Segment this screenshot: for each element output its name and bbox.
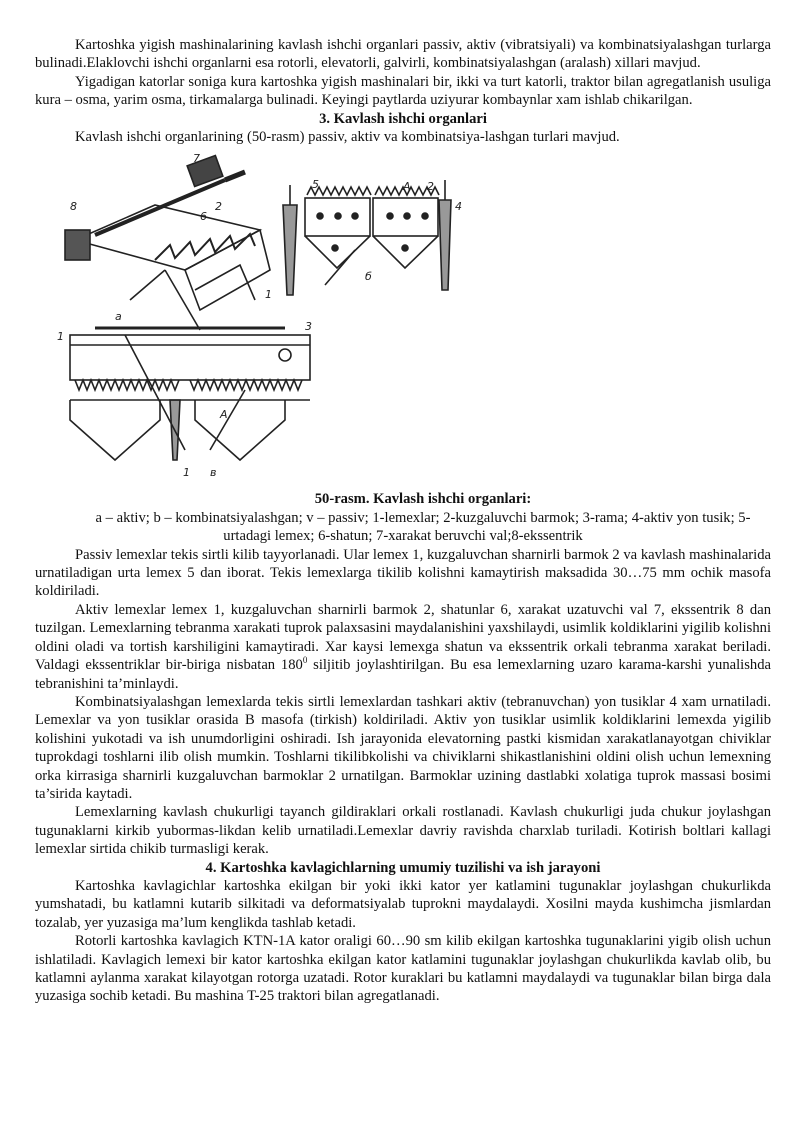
figure-label: A	[220, 408, 228, 422]
paragraph	[35, 601, 771, 693]
paragraph: Kartoshka kavlagichlar kartoshka ekilgan bir yoki ikki kator yer katlamini tugunaklar joylashgan chukurlikda yumshatadi, bu katlamni kutarib silkitadi va deformatsiyalab tuprokni maydalaydi. Xosilni mayda kushimcha jismlardan tozalab, yer yuzasiga ma’lum kenglikda tashlab ketadi.	[35, 877, 771, 931]
paragraph: Kartoshka yigish mashinalarining kavlash ishchi organlari passiv, aktiv (vibratsiyali) va kombinatsiyalashgan turlarga bulinadi.Elaklovchi ishchi organlarni esa rotorli, elevatorli, galvirli, kombinatsiyalashgan (aralash) xillari mavjud.	[35, 37, 771, 72]
figure-label: б	[365, 270, 372, 284]
paragraph: Kavlash ishchi organlarining (50-rasm) passiv, aktiv va kombinatsiya-lashgan turlari mavjud.	[75, 129, 620, 146]
figure-label: A	[403, 180, 411, 194]
paragraph-text: Aktiv lemexlar lemex 1, kuzgaluvchan sharnirli barmok 2, shatunlar 6, xarakat uzatuvchi val 7, ekssentrik 8 dan tuzilgan. Lemexlarning tebranma xarakati tuprok palaxsasini maydalanishini yaxshilaydi, usimlik koldiklarini yigilib kolishni oldini oladi va tortish karshiligini kamaytiradi. Xar kaysi lemexga shatun va ekssentrik orkali tebranma xarakat beriladi. Valdagi ekssentriklar bir-biriga nisbatan 180	[35, 601, 771, 674]
figure-digging-organs	[35, 150, 771, 488]
paragraph: Rotorli kartoshka kavlagich KTN-1A kator oraligi 60…90 sm kilib ekilgan kartoshka tugunaklarini yigib olish uchun ishlatiladi. Kavlagich lemexi bir kator kartoshka ekilgan kator katlamini tugunaklar joylashgan chukurlikda kavlab olib, bu katlamni aylanma xarakat kilayotgan rotorga uzatadi. Rotor kuraklari bu katlamni maydalaydi va tugunaklar bilan birga dala yuzasiga sochib ketadi. Bu mashina T-25 traktori bilan agregatlanadi.	[35, 933, 771, 1005]
paragraph: Lemexlarning kavlash chukurligi tayanch gildiraklari orkali rostlanadi. Kavlash chukurligi juda chukur joylashgan tugunaklarni kirkib yubormas-likdan kelib urnatiladi.Lemexlar davriy ravishda charxlab turiladi. Kotirish boltlari kallagi lemexlar sirtida chikib turmasligi kerak.	[35, 804, 771, 858]
paragraph-text: siljitib joylashtirilgan. Bu esa lemexlarning uzaro karama-karshi yunalishda tebranishini ta’minlaydi.	[35, 657, 771, 692]
figure-label: 7	[193, 152, 200, 166]
figure-label: 5	[312, 178, 319, 192]
figure-label: 8	[70, 200, 77, 214]
paragraph: Yigadigan katorlar soniga kura kartoshka yigish mashinalari bir, ikki va turt katorli, traktor bilan agregatlanish usuliga kura – osma, yarim osma, tirkamalarga bulinadi. Keyingi paytlarda uziyurar kombaynlar xam ishlab chikarilgan.	[35, 73, 771, 109]
figure-label: в	[210, 466, 217, 480]
figure-caption-text: a – aktiv; b – kombinatsiyalashgan; v – passiv; 1-lemexlar; 2-kuzgaluvchi barmok; 3-rama; 4-aktiv yon tusik; 5-urtadagi lemex; 6-shatun; 7-xarakat beruvchi val;8-ekssentrik	[95, 509, 751, 545]
section-heading: 4. Kartoshka kavlagichlarning umumiy tuzilishi va ish jarayoni	[205, 859, 601, 876]
figure-label: a	[115, 310, 122, 324]
document-page	[35, 36, 771, 1006]
figure-label: 1	[57, 330, 64, 344]
figure-label: 6	[200, 210, 207, 224]
paragraph: Kombinatsiyalashgan lemexlarda tekis sirtli lemexlardan tashkari aktiv (tebranuvchan) yon tusiklar 4 xam urnatiladi. Lemexlar va yon tusiklar orasida B masofa (tirkish) koldiriladi. Aktiv yon tusiklar usimlik koldiklarini lemexda yigilib kolishini yukotadi va ish unumdorligini oshiradi. Ish jarayonida elevatorning pastki kismidan xarakatlanayotgan chiviklar tuprokdagi toshlarni ilib olish mumkin. Toshlarni tikilibkolishi va chiviklarni shikastlanishini oldini olish uchun lemexning orka kirrasiga sharnirli kuzgaluvchan barmoklar 2 urnatilgan. Barmoklar uzining dastlabki xolatiga tuprok massasi bosimi ta’sirida kaytadi.	[35, 693, 771, 802]
figure-label: 1	[265, 288, 272, 302]
figure-label: 2	[215, 200, 222, 214]
figure-label: 1	[183, 466, 190, 480]
superscript: 0	[302, 655, 308, 666]
figure-label: 2	[427, 180, 434, 194]
technical-drawing	[35, 150, 771, 488]
figure-label: 4	[455, 200, 462, 214]
paragraph: Passiv lemexlar tekis sirtli kilib tayyorlanadi. Ular lemex 1, kuzgaluvchan sharnirli barmok 2 va kavlash mashinalarida urnatiladigan urta lemex 5 dan iborat. Tekis lemexlarga tikilib kolishni kamaytirish maksadida 30…75 mm ochik masofa koldiriladi.	[35, 546, 771, 600]
section-heading: 3. Kavlash ishchi organlari	[319, 110, 487, 127]
figure-label: 3	[305, 320, 312, 334]
figure-caption-title: 50-rasm. Kavlash ishchi organlari:	[314, 491, 532, 508]
